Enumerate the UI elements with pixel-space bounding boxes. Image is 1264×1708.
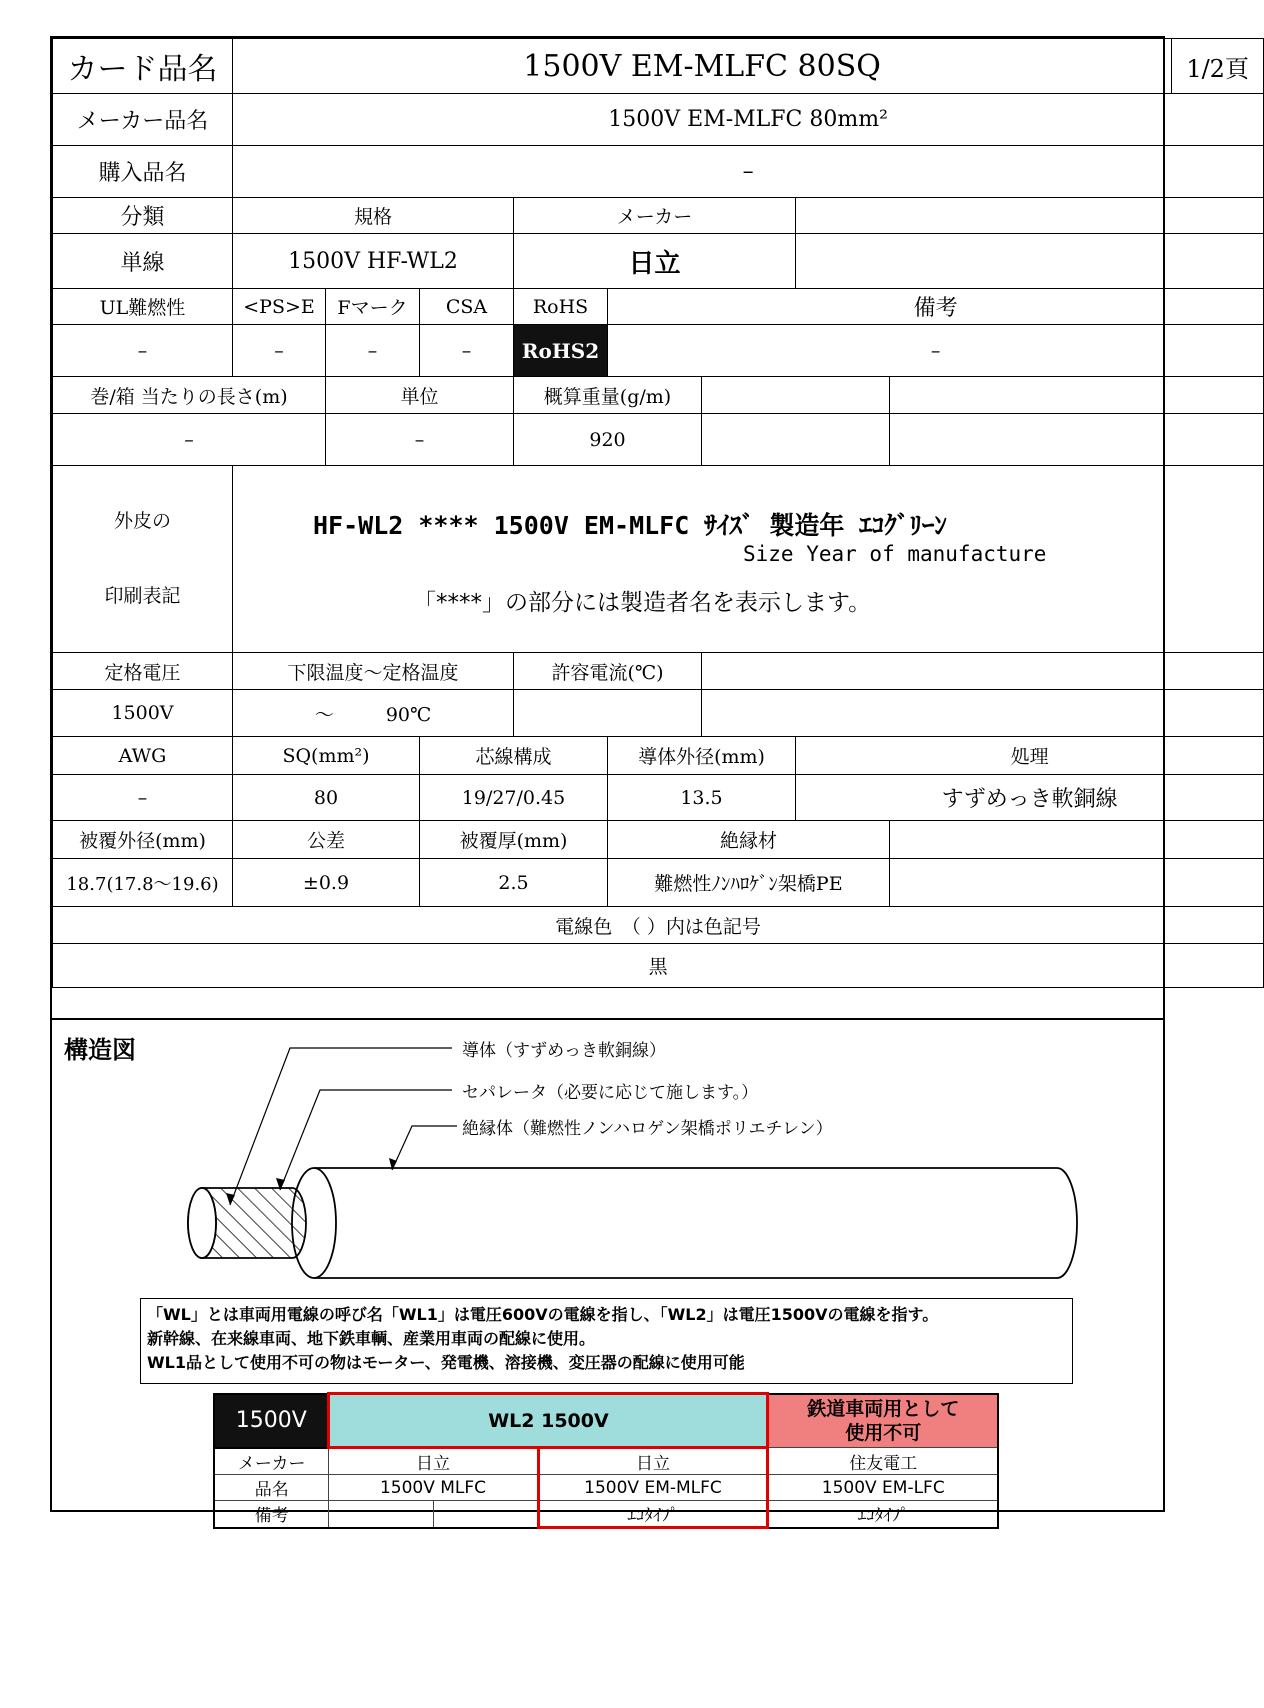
purchase-name-value: – <box>233 146 1264 198</box>
print-main-text: HF-WL2 **** 1500V EM-MLFC ｻｲｽﾞ 製造年 ｴｺｸﾞﾘｰﾝ <box>313 511 947 540</box>
maker-name-value: 1500V EM-MLFC 80mm² <box>233 94 1264 146</box>
unit-label: 単位 <box>326 377 514 414</box>
category-label: 分類 <box>53 198 233 234</box>
current-label: 許容電流(℃) <box>514 653 702 690</box>
col1-maker: 日立 <box>329 1448 538 1475</box>
maker-label: メーカー <box>514 198 796 234</box>
color-value: 黒 <box>53 944 1264 988</box>
col3-maker: 住友電工 <box>768 1448 998 1475</box>
card-name-label: カード品名 <box>53 39 233 94</box>
od-label: 導体外径(mm) <box>608 737 796 775</box>
temp-value <box>233 690 514 737</box>
print-label-line2: 印刷表記 <box>104 585 181 607</box>
spec-sheet <box>50 36 1249 1527</box>
outer-label: 被覆外径(mm) <box>53 821 233 859</box>
blank-cell <box>890 821 1264 859</box>
ul-label: UL難燃性 <box>53 289 233 325</box>
col2-name: 1500V EM-MLFC <box>538 1475 768 1501</box>
insulation-body <box>314 1168 1077 1278</box>
standard-label: 規格 <box>233 198 514 234</box>
spec-table <box>52 38 1264 988</box>
comparison-ng <box>768 1394 998 1448</box>
awg-label: AWG <box>53 737 233 775</box>
weight-label: 概算重量(g/m) <box>514 377 702 414</box>
print-note-text: 「****」の部分には製造者名を表示します。 <box>413 590 872 616</box>
row-maker-label: メーカー <box>214 1448 329 1475</box>
pse-value: – <box>233 325 326 377</box>
strand-label: 芯線構成 <box>420 737 608 775</box>
temp-from: ～ <box>314 703 334 726</box>
length-label: 巻/箱 当たりの長さ(m) <box>53 377 326 414</box>
fmark-label: Fマーク <box>326 289 420 325</box>
print-label-line1: 外皮の <box>113 510 171 532</box>
blank-cell <box>796 198 1264 234</box>
label-insulation: 絶縁体（難燃性ノンハロゲン架橋ポリエチレン） <box>462 1119 833 1139</box>
current-value <box>514 690 702 737</box>
row-name-label: 品名 <box>214 1475 329 1501</box>
label-separator: セパレータ（必要に応じて施します。） <box>462 1083 759 1103</box>
thick-value: 2.5 <box>420 859 608 907</box>
pse-label: <PS>E <box>233 289 326 325</box>
print-sub-text: Size Year of manufacture <box>743 542 1047 566</box>
ul-value: – <box>53 325 233 377</box>
unit-value: – <box>326 414 514 466</box>
blank-cell <box>796 234 1264 289</box>
comparison-voltage: 1500V <box>214 1394 329 1448</box>
diagram-title: 構造図 <box>64 1036 136 1064</box>
col3-name: 1500V EM-LFC <box>768 1475 998 1501</box>
awg-value: – <box>53 775 233 821</box>
leader-insulation <box>392 1126 457 1170</box>
treatment-label: 処理 <box>796 737 1264 775</box>
comparison-series: WL2 1500V <box>329 1394 768 1448</box>
thick-label: 被覆厚(mm) <box>420 821 608 859</box>
col1-remark-blank <box>433 1501 538 1528</box>
note-line2: 新幹線、在来線車両、地下鉄車輌、産業用車両の配線に使用。 <box>147 1329 596 1348</box>
blank-cell <box>702 377 890 414</box>
blank-cell <box>890 859 1264 907</box>
weight-value: 920 <box>514 414 702 466</box>
wl-note-box <box>140 1298 1073 1384</box>
col1-name: 1500V MLFC <box>329 1475 538 1501</box>
outer-value: 18.7(17.8～19.6) <box>53 859 233 907</box>
length-value: – <box>53 414 326 466</box>
category-value: 単線 <box>53 234 233 289</box>
col2-remark: ｴｺﾀｲﾌﾟ <box>538 1501 768 1528</box>
remarks-value: – <box>608 325 1264 377</box>
page-number: 1/2頁 <box>1172 39 1264 94</box>
tol-label: 公差 <box>233 821 420 859</box>
col1-remark <box>329 1501 434 1528</box>
col3-remark: ｴｺﾀｲﾌﾟ <box>768 1501 998 1528</box>
voltage-value: 1500V <box>53 690 233 737</box>
rohs-badge: RoHS2 <box>514 325 608 377</box>
sq-value: 80 <box>233 775 420 821</box>
voltage-label: 定格電圧 <box>53 653 233 690</box>
rohs-label: RoHS <box>514 289 608 325</box>
csa-label: CSA <box>420 289 514 325</box>
temp-to: 90℃ <box>385 703 432 726</box>
comparison-ng-line1: 鉄道車両用として <box>807 1397 960 1420</box>
material-value: 難燃性ﾉﾝﾊﾛｹﾞﾝ架橋PE <box>608 859 890 907</box>
structure-diagram <box>52 1018 1163 1527</box>
tol-value: ±0.9 <box>233 859 420 907</box>
fmark-value: – <box>326 325 420 377</box>
blank-cell <box>890 377 1264 414</box>
material-label: 絶縁材 <box>608 821 890 859</box>
blank-cell <box>702 414 890 466</box>
col2-maker: 日立 <box>538 1448 768 1475</box>
print-text-cell <box>233 466 1264 653</box>
print-label <box>53 466 233 653</box>
maker-value: 日立 <box>514 234 796 289</box>
row-remark-label: 備考 <box>214 1501 329 1528</box>
maker-name-label: メーカー品名 <box>53 94 233 146</box>
label-conductor: 導体（すずめっき軟銅線） <box>462 1041 666 1061</box>
purchase-name-label: 購入品名 <box>53 146 233 198</box>
note-line3: WL1品として使用不可の物はモーター、発電機、溶接機、変圧器の配線に使用可能 <box>147 1353 745 1372</box>
conductor-body <box>202 1188 306 1258</box>
sq-label: SQ(mm²) <box>233 737 420 775</box>
color-label: 電線色 （ ）内は色記号 <box>53 907 1264 944</box>
standard-value: 1500V HF-WL2 <box>233 234 514 289</box>
temp-label: 下限温度～定格温度 <box>233 653 514 690</box>
remarks-label: 備考 <box>608 289 1264 325</box>
card-name-value: 1500V EM-MLFC 80SQ <box>233 39 1172 94</box>
comparison-table <box>213 1392 999 1529</box>
csa-value: – <box>420 325 514 377</box>
od-value: 13.5 <box>608 775 796 821</box>
blank-cell <box>702 690 1264 737</box>
blank-cell <box>702 653 1264 690</box>
strand-value: 19/27/0.45 <box>420 775 608 821</box>
blank-cell <box>890 414 1264 466</box>
treatment-value: すずめっき軟銅線 <box>796 775 1264 821</box>
note-line1: 「WL」とは車両用電線の呼び名「WL1」は電圧600Vの電線を指し、「WL2」は電圧1500Vの電線を指す。 <box>147 1305 939 1324</box>
comparison-ng-line2: 使用不可 <box>845 1421 922 1444</box>
